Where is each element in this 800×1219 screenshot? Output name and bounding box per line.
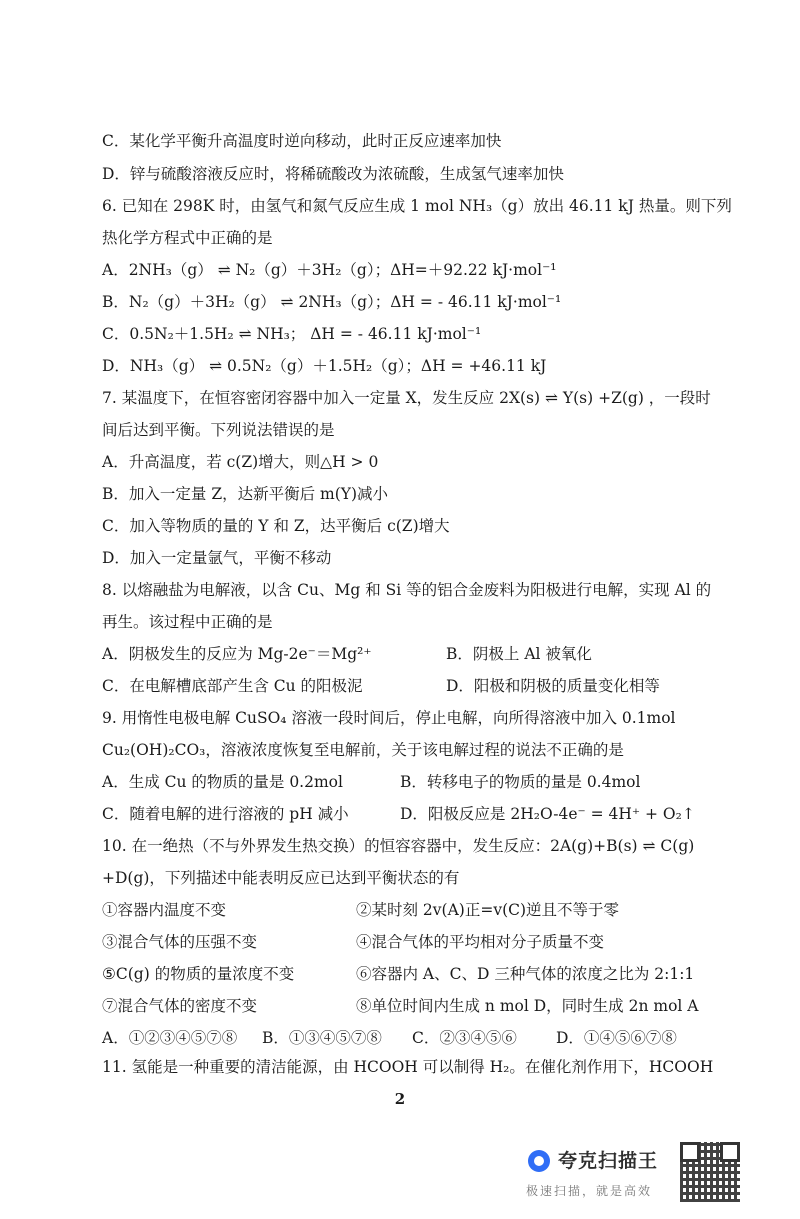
q7-option-d: D．加入一定量氩气，平衡不移动 [102, 549, 332, 567]
q10-statement-5: ⑤C(g) 的物质的量浓度不变 [102, 965, 295, 983]
q8-stem-line-2: 再生。该过程中正确的是 [102, 613, 273, 631]
q11-stem-line-1: 11. 氢能是一种重要的清洁能源，由 HCOOH 可以制得 H₂。在催化剂作用下，HCOOH [102, 1058, 714, 1076]
q10-option-d: D．①④⑤⑥⑦⑧ [556, 1029, 677, 1047]
q10-statement-4: ④混合气体的平均相对分子质量不变 [356, 933, 605, 951]
q6-option-b: B．N₂（g）＋3H₂（g） ⇌ 2NH₃（g）；ΔH = - 46.11 kJ·mol⁻¹ [102, 293, 562, 311]
q7-option-b: B．加入一定量 Z，达新平衡后 m(Y)减小 [102, 485, 389, 503]
q9-option-b: B．转移电子的物质的量是 0.4mol [400, 773, 641, 791]
q7-option-c: C．加入等物质的量的 Y 和 Z，达平衡后 c(Z)增大 [102, 517, 450, 535]
qr-code-icon [680, 1142, 740, 1202]
q10-option-a: A．①②③④⑤⑦⑧ [102, 1029, 238, 1047]
q5-option-d: D．锌与硫酸溶液反应时，将稀硫酸改为浓硫酸，生成氢气速率加快 [102, 165, 564, 183]
q10-statement-6: ⑥容器内 A、C、D 三种气体的浓度之比为 2:1:1 [356, 965, 695, 983]
q6-option-a: A．2NH₃（g） ⇌ N₂（g）＋3H₂（g）；ΔH=＋92.22 kJ·mol⁻¹ [102, 261, 557, 279]
q9-option-a: A．生成 Cu 的物质的量是 0.2mol [102, 773, 343, 791]
q5-option-c: C．某化学平衡升高温度时逆向移动，此时正反应速率加快 [102, 132, 502, 150]
scanner-watermark [524, 1142, 744, 1204]
q10-statement-1: ①容器内温度不变 [102, 901, 227, 919]
q7-stem-line-1: 7. 某温度下，在恒容密闭容器中加入一定量 X，发生反应 2X(s) ⇌ Y(s) +Z(g) ，一段时 [102, 389, 711, 407]
q6-option-d: D．NH₃（g） ⇌ 0.5N₂（g）＋1.5H₂（g）；ΔH = +46.11 kJ [102, 357, 547, 375]
q10-option-c: C．②③④⑤⑥ [412, 1029, 517, 1047]
q8-option-c: C．在电解槽底部产生含 Cu 的阳极泥 [102, 677, 363, 695]
q10-statement-7: ⑦混合气体的密度不变 [102, 997, 258, 1015]
q9-stem-line-1: 9. 用惰性电极电解 CuSO₄ 溶液一段时间后，停止电解，向所得溶液中加入 0.1mol [102, 709, 676, 727]
q7-option-a: A．升高温度，若 c(Z)增大，则△H > 0 [102, 453, 379, 471]
q10-statement-3: ③混合气体的压强不变 [102, 933, 258, 951]
q10-statement-8: ⑧单位时间内生成 n mol D，同时生成 2n mol A [356, 997, 699, 1015]
q6-stem-line-2: 热化学方程式中正确的是 [102, 229, 273, 247]
q9-stem-line-2: Cu₂(OH)₂CO₃，溶液浓度恢复至电解前，关于该电解过程的说法不正确的是 [102, 741, 624, 759]
page-number: 2 [394, 1090, 406, 1108]
q10-stem-line-2: +D(g)，下列描述中能表明反应已达到平衡状态的有 [102, 869, 460, 887]
watermark-subtitle: 极速扫描，就是高效 [526, 1184, 653, 1198]
q10-statement-2: ②某时刻 2v(A)正=v(C)逆且不等于零 [356, 901, 620, 919]
watermark-title: 夸克扫描王 [558, 1150, 659, 1172]
q8-option-a: A．阴极发生的反应为 Mg-2e⁻＝Mg²⁺ [102, 645, 372, 663]
q6-stem-line-1: 6. 已知在 298K 时，由氢气和氮气反应生成 1 mol NH₃（g）放出 46.11 kJ 热量。则下列 [102, 197, 732, 215]
q10-option-b: B．①③④⑤⑦⑧ [262, 1029, 382, 1047]
q7-stem-line-2: 间后达到平衡。下列说法错误的是 [102, 421, 335, 439]
q8-stem-line-1: 8. 以熔融盐为电解液，以含 Cu、Mg 和 Si 等的铝合金废料为阳极进行电解，实现 Al 的 [102, 581, 712, 599]
scanner-logo-icon [528, 1150, 550, 1172]
q10-stem-line-1: 10. 在一绝热（不与外界发生热交换）的恒容容器中，发生反应：2A(g)+B(s) ⇌ C(g) [102, 837, 695, 855]
q8-option-d: D．阳极和阴极的质量变化相等 [446, 677, 660, 695]
q9-option-d: D．阳极反应是 2H₂O-4e⁻ = 4H⁺ + O₂↑ [400, 805, 695, 823]
q6-option-c: C．0.5N₂＋1.5H₂ ⇌ NH₃； ΔH = - 46.11 kJ·mol⁻¹ [102, 325, 482, 343]
q9-option-c: C．随着电解的进行溶液的 pH 减小 [102, 805, 349, 823]
q8-option-b: B．阴极上 Al 被氧化 [446, 645, 592, 663]
